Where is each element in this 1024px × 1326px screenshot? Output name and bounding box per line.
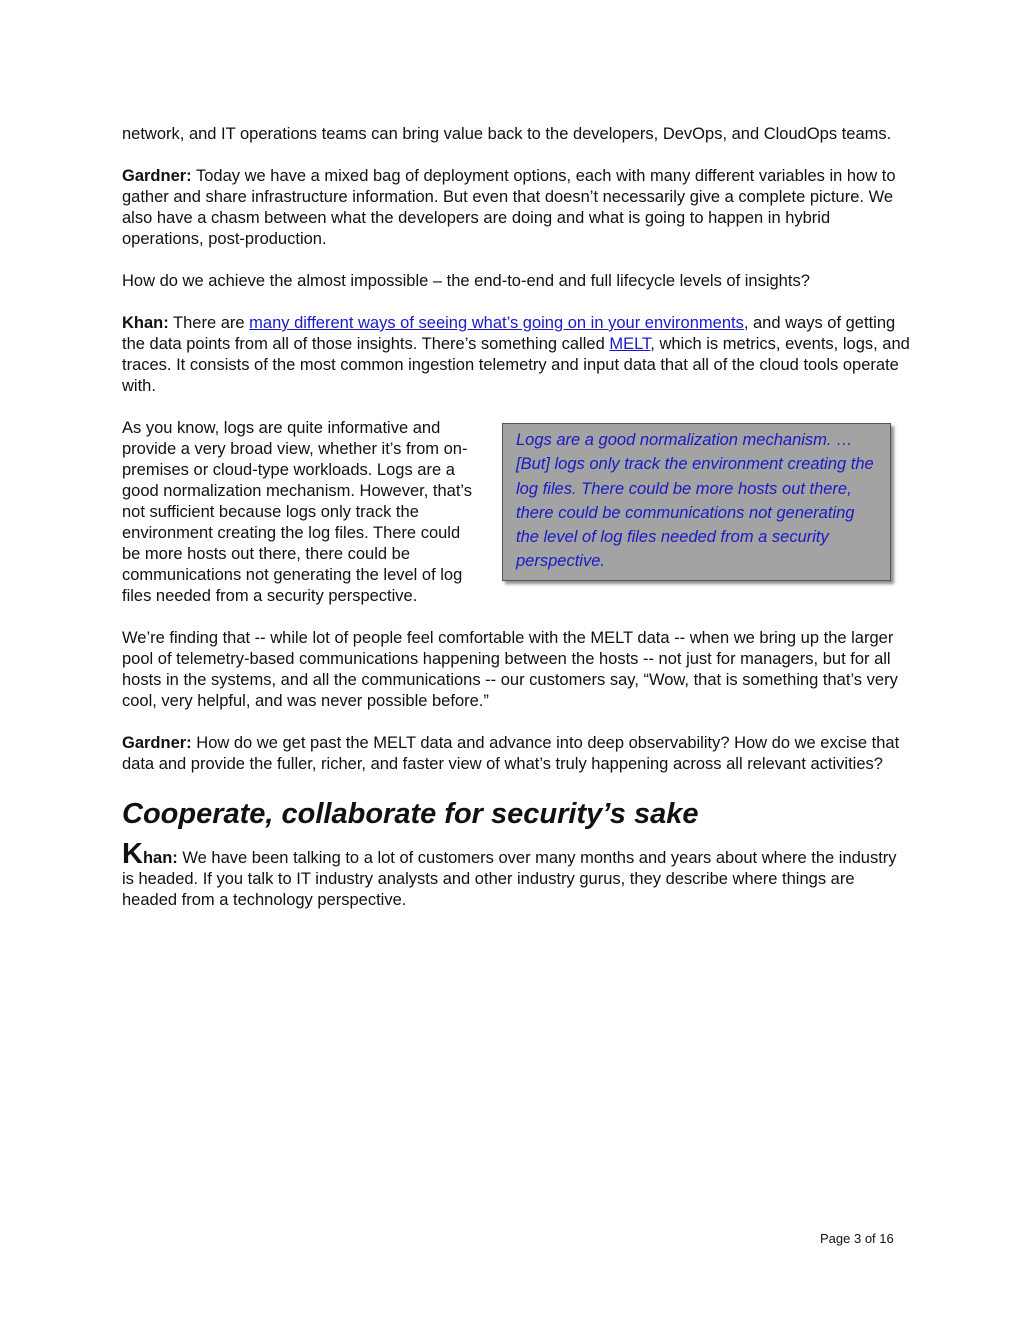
- speaker-label: Gardner:: [122, 167, 192, 185]
- paragraph-gardner-2: [122, 733, 912, 775]
- paragraph-text: , which is metrics, events, logs, and traces. It consists of the most common ingestion telemetry and input data that all of the cloud tools operate with.: [122, 335, 910, 395]
- paragraph-text: , and ways of getting the data points from all of those insights. There’s something called: [122, 314, 896, 353]
- paragraph-continuation: network, and IT operations teams can bring value back to the developers, DevOps, and CloudOps teams.: [122, 125, 892, 143]
- paragraph-text: Today we have a mixed bag of deployment options, each with many different variables in how to gather and share infrastructure information. But even that doesn’t necessarily give a complete picture. We also have a chasm between what the developers are doing and what is going to happen in hybrid operations, post-production.: [122, 167, 896, 248]
- logs-section: [122, 418, 912, 607]
- paragraph-text: There are: [168, 314, 250, 332]
- paragraph-melt: We’re finding that -- while lot of people feel comfortable with the MELT data -- when we bring up the larger pool of telemetry-based communications happening between the hosts -- not just for managers, but for all hosts in the systems, and all the communications -- our customers say, “Wow, that is something that’s very cool, very helpful, and was never possible before.”: [122, 629, 898, 710]
- pull-quote-box: Logs are a good normalization mechanism. … [But] logs only track the environment creating the log files. There could be more hosts out there, there could be communications not generating the level of log files needed from a security perspective.: [502, 423, 891, 581]
- paragraph-text: How do we get past the MELT data and advance into deep observability? How do we excise that data and provide the fuller, richer, and faster view of what’s truly happening across all relevant activities?: [122, 734, 900, 773]
- melt-link[interactable]: MELT: [609, 335, 651, 353]
- page-number: Page 3 of 16: [820, 1231, 894, 1246]
- paragraph-khan-2: [122, 838, 912, 911]
- paragraph-text: We have been talking to a lot of customers over many months and years about where the industry is headed. If you talk to IT industry analysts and other industry gurus, they describe where things are headed from a technology perspective.: [122, 849, 897, 909]
- page-content: [122, 124, 912, 932]
- paragraph-khan-1: [122, 313, 912, 397]
- drop-cap: K: [122, 838, 143, 870]
- speaker-label: Khan:: [122, 314, 169, 332]
- paragraph-question: How do we achieve the almost impossible – the end-to-end and full lifecycle levels of insights?: [122, 272, 810, 290]
- speaker-label: Gardner:: [122, 734, 192, 752]
- speaker-label: han:: [142, 849, 178, 867]
- paragraph-logs: As you know, logs are quite informative and provide a very broad view, whether it’s from on-premises or cloud-type workloads. Logs are a good normalization mechanism. However, that’s not sufficient because logs only track the environment creating the log files. There could be more hosts out there, there could be communications not generating the level of log files needed from a security perspective.: [122, 419, 473, 605]
- section-heading: Cooperate, collaborate for security’s sake: [122, 798, 699, 830]
- paragraph-gardner-1: [122, 166, 912, 250]
- environments-link[interactable]: many different ways of seeing what’s going on in your environments: [249, 314, 744, 332]
